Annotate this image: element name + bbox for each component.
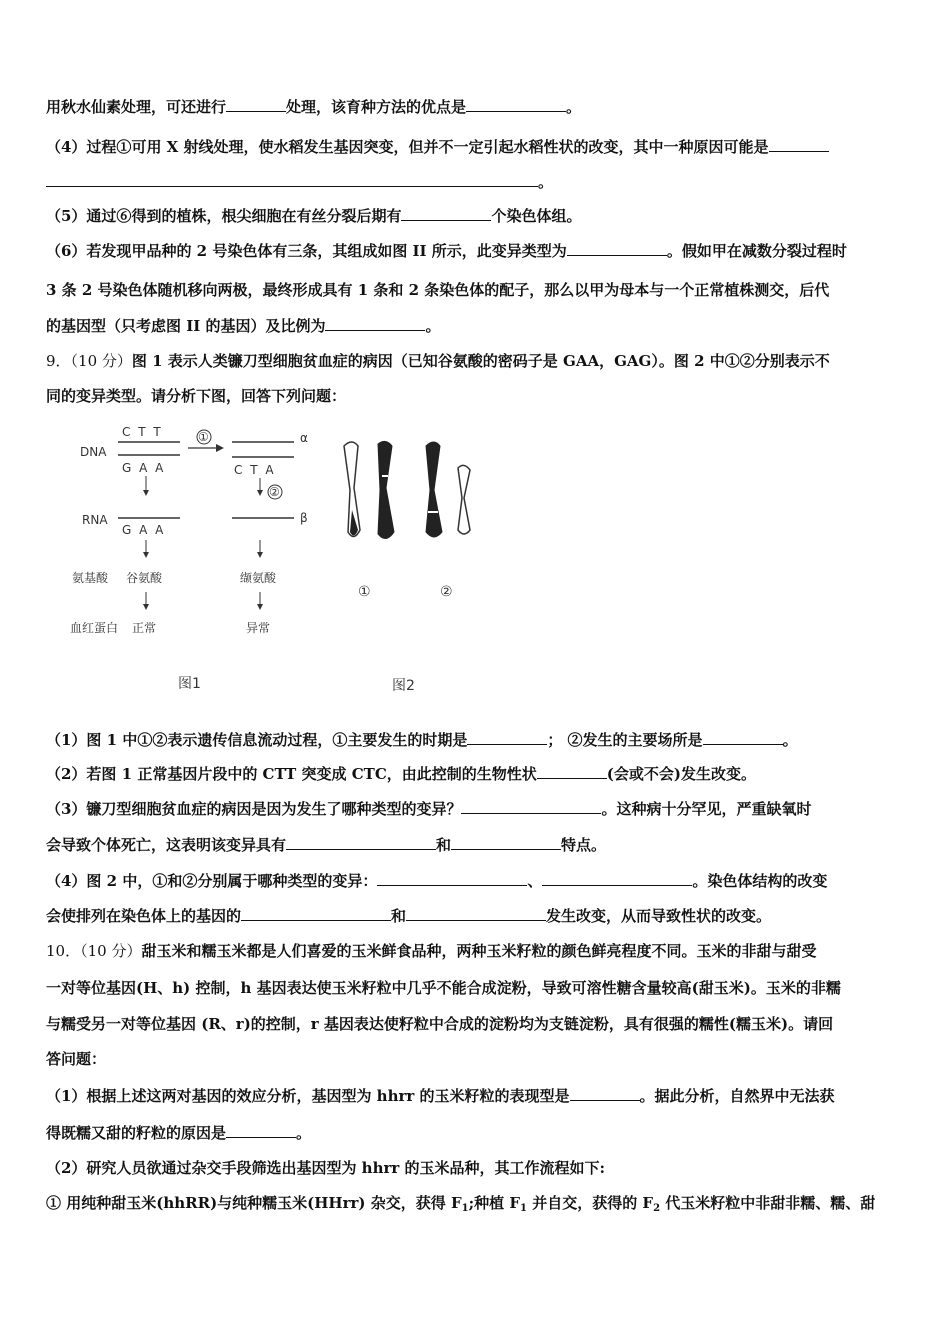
text-line: 用秋水仙素处理，可还进行 处理，该育种方法的优点是 。 (46, 98, 582, 116)
answer-blank[interactable] (703, 730, 783, 745)
text-line: 。 (46, 171, 908, 193)
answer-blank[interactable] (325, 316, 425, 331)
answer-blank[interactable] (377, 871, 527, 886)
text-line: 答问题： (46, 1050, 107, 1068)
answer-blank[interactable] (466, 97, 566, 112)
answer-blank[interactable] (537, 764, 607, 779)
text-line: ① 用纯种甜玉米(hhRR)与纯种糯玉米(HHrr) 杂交，获得 $F_1$;种植 $F_1$ 并自交，获得的 $F_2$ 代玉米籽粒中非甜非糯、糯、甜 (46, 1194, 876, 1214)
text-line: 与糯受另一对等位基因 (R、r)的控制，r 基因表达使籽粒中合成的淀粉均为支链淀粉，具有很强的糯性(糯玉米)。请回 (46, 1015, 834, 1033)
answer-blank[interactable] (226, 1123, 296, 1138)
beta-label: β (300, 511, 308, 525)
dna-label: DNA (80, 445, 107, 459)
step2-label: ② (269, 485, 280, 499)
chromosome-pair-1 (344, 441, 394, 600)
question-10-header: 10．（10 分）甜玉米和糯玉米都是人们喜爱的玉米鲜食品种，两种玉米籽粒的颜色鲜亮程度不同。玉米的非甜与甜受 (46, 942, 817, 960)
normal-result: 正常 (132, 621, 157, 635)
mutant-dna-seq: C T A (234, 463, 276, 477)
figure-1-caption: 图1 (178, 676, 201, 692)
text-line: （1）图 1 中①②表示遗传信息流动过程，①主要发生的时期是 ； ②发生的主要场所是 。 (46, 731, 798, 749)
mutant-amino-acid: 缬氨酸 (240, 571, 277, 585)
text-line: （4）过程①可用 X 射线处理，使水稻发生基因突变，但并不一定引起水稻性状的改变，其中一种原因可能是 (46, 136, 908, 158)
figure-2-label-1: ① (358, 584, 371, 600)
answer-blank[interactable] (567, 241, 667, 256)
text-line: （4）图 2 中，①和②分别属于哪种类型的变异： 、 。染色体结构的改变 (46, 872, 828, 890)
dna-top-seq: C T T (122, 425, 163, 439)
rna-label: RNA (82, 513, 108, 527)
answer-blank[interactable] (406, 906, 546, 921)
answer-blank[interactable] (286, 835, 436, 850)
text-line: （6）若发现甲品种的 2 号染色体有三条，其组成如图 II 所示，此变异类型为 。假如甲在减数分裂过程时 (46, 242, 847, 260)
text-line: 同的变异类型。请分析下图，回答下列问题： (46, 387, 347, 405)
hemoglobin-label: 血红蛋白 (70, 621, 119, 635)
answer-blank[interactable] (461, 799, 601, 814)
normal-amino-acid: 谷氨酸 (126, 571, 163, 585)
step1-label: ① (198, 430, 209, 444)
answer-blank[interactable] (401, 206, 491, 221)
answer-blank[interactable] (226, 97, 286, 112)
amino-acid-label: 氨基酸 (72, 571, 109, 585)
text-line: 一对等位基因(H、h) 控制，h 基因表达使玉米籽粒中几乎不能合成淀粉，导致可溶性糖含量较高(甜玉米)。玉米的非糯 (46, 979, 841, 997)
text-line: 会导致个体死亡，这表明该变异具有 和 特点。 (46, 836, 607, 854)
rna-seq: G A A (122, 523, 166, 537)
answer-blank[interactable] (46, 172, 538, 187)
answer-blank[interactable] (570, 1086, 640, 1101)
figure-1-and-2 (70, 420, 453, 700)
chromosome-pair-2 (426, 442, 470, 600)
text-line: 会使排列在染色体上的基因的 和 发生改变，从而导致性状的改变。 (46, 907, 772, 925)
figure-2 (344, 441, 470, 694)
alpha-label: α (300, 431, 308, 445)
text-line: 3 条 2 号染色体随机移向两极，最终形成具有 1 条和 2 条染色体的配子，那么以甲为母本与一个正常植株测交，后代 (46, 281, 830, 299)
text-line: （3）镰刀型细胞贫血症的病因是因为发生了哪种类型的变异？ 。这种病十分罕见，严重缺氧时 (46, 800, 812, 818)
figure-2-caption: 图2 (392, 678, 415, 694)
answer-blank[interactable] (542, 871, 692, 886)
answer-blank[interactable] (769, 137, 829, 152)
text-line: 的基因型（只考虑图 II 的基因）及比例为 。 (46, 317, 441, 335)
text-line: （1）根据上述这两对基因的效应分析，基因型为 hhrr 的玉米籽粒的表现型是 。据此分析，自然界中无法获 (46, 1087, 835, 1105)
figure-2-label-2: ② (440, 584, 453, 600)
text-line: （2）若图 1 正常基因片段中的 CTT 突变成 CTC，由此控制的生物性状 (会或不会)发生改变。 (46, 765, 756, 783)
text-line: （2）研究人员欲通过杂交手段筛选出基因型为 hhrr 的玉米品种，其工作流程如下: (46, 1159, 606, 1177)
figure-1 (70, 425, 308, 692)
abnormal-result: 异常 (246, 621, 271, 635)
answer-blank[interactable] (467, 730, 547, 745)
answer-blank[interactable] (241, 906, 391, 921)
question-9-header: 9．（10 分）图 1 表示人类镰刀型细胞贫血症的病因（已知谷氨酸的密码子是 GAA，GAG）。图 2 中①②分别表示不 (46, 352, 830, 370)
dna-bottom-seq: G A A (122, 461, 166, 475)
text-line: （5）通过⑥得到的植株，根尖细胞在有丝分裂后期有 个染色体组。 (46, 207, 582, 225)
answer-blank[interactable] (451, 835, 561, 850)
text-line: 得既糯又甜的籽粒的原因是 。 (46, 1124, 312, 1142)
